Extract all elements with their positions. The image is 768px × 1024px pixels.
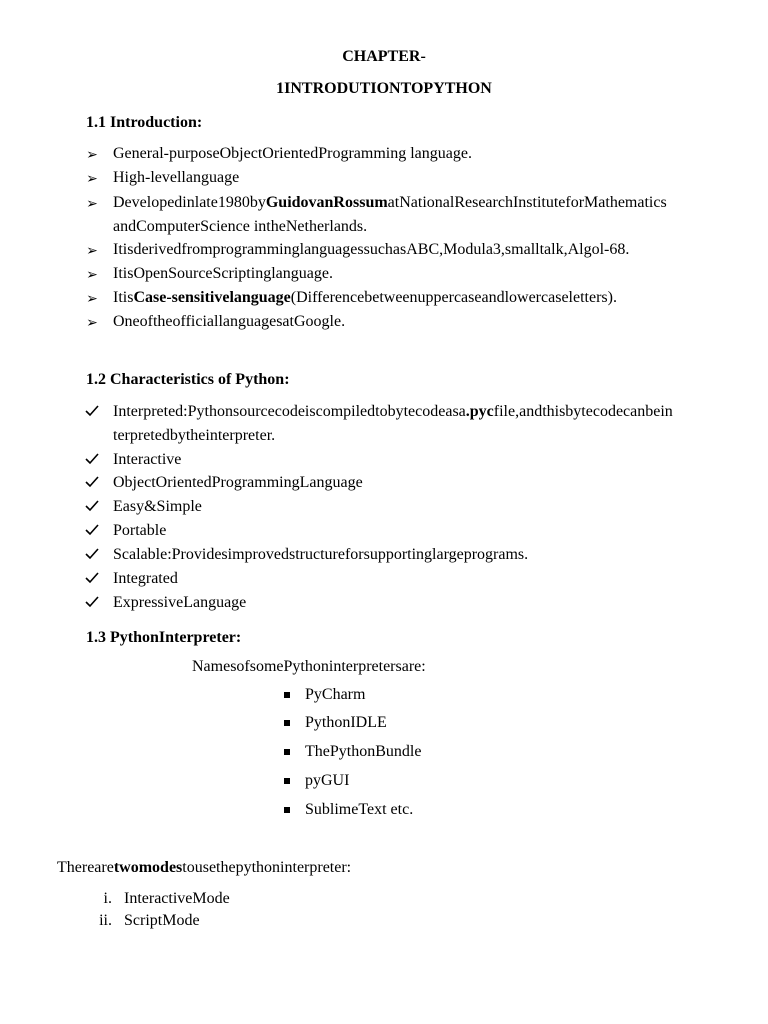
list-item xyxy=(113,403,673,421)
interpreter-item: pyGUI xyxy=(305,772,350,789)
list-item: Easy&Simple xyxy=(113,498,202,515)
list-item-text: atNationalResearchInstituteforMathematics xyxy=(387,194,667,211)
checkmark-icon xyxy=(85,572,99,584)
arrow-bullet-icon: ➢ xyxy=(86,196,98,212)
arrow-bullet-icon: ➢ xyxy=(86,267,98,283)
list-item xyxy=(113,194,667,212)
checkmark-icon xyxy=(85,405,99,417)
modes-intro-text: Thereare xyxy=(57,859,114,876)
list-item-bold: GuidovanRossum xyxy=(265,194,388,211)
checkmark-icon xyxy=(85,524,99,536)
arrow-bullet-icon: ➢ xyxy=(86,315,98,331)
interpreter-item: ThePythonBundle xyxy=(305,743,422,760)
modes-intro-text: tousethepythoninterpreter: xyxy=(182,859,352,876)
mode-item: ScriptMode xyxy=(124,912,200,929)
list-item: General-purposeObjectOrientedProgramming language. xyxy=(113,145,472,162)
list-item: ItisderivedfromprogramminglanguagessuchasABC,Modula3,smalltalk,Algol-68. xyxy=(113,241,630,258)
interpreter-item: PythonIDLE xyxy=(305,714,387,731)
interpreter-item: PyCharm xyxy=(305,686,366,703)
list-item-bold: Case-sensitivelanguage xyxy=(133,289,291,306)
list-item: ItisOpenSourceScriptinglanguage. xyxy=(113,265,333,282)
list-item: OneoftheofficiallanguagesatGoogle. xyxy=(113,313,346,330)
square-bullet-icon xyxy=(284,692,290,698)
section-heading-introduction: 1.1 Introduction: xyxy=(86,114,203,131)
modes-intro-bold: twomodes xyxy=(113,859,183,876)
list-item-bold: .pyc xyxy=(465,403,494,420)
arrow-bullet-icon: ➢ xyxy=(86,243,98,259)
mode-number: i. xyxy=(103,890,112,907)
chapter-title-line2: 1INTRODUTIONTOPYTHON xyxy=(276,80,492,97)
section-heading-interpreter: 1.3 PythonInterpreter: xyxy=(86,629,242,646)
list-item-continuation: andComputerScience intheNetherlands. xyxy=(113,218,368,235)
square-bullet-icon xyxy=(284,807,290,813)
mode-item: InteractiveMode xyxy=(124,890,230,907)
list-item: Interactive xyxy=(113,451,182,468)
interpreter-item: SublimeText etc. xyxy=(305,801,414,818)
checkmark-icon xyxy=(85,500,99,512)
section-heading-characteristics: 1.2 Characteristics of Python: xyxy=(86,371,290,388)
list-item-continuation: terpretedbytheinterpreter. xyxy=(113,427,276,444)
list-item: Portable xyxy=(113,522,167,539)
interpreters-intro: NamesofsomePythoninterpretersare: xyxy=(192,658,426,675)
list-item: ObjectOrientedProgrammingLanguage xyxy=(113,474,363,491)
list-item-text: Developedinlate1980by xyxy=(113,194,266,211)
square-bullet-icon xyxy=(284,778,290,784)
list-item-text: (Differencebetweenuppercaseandlowercaseletters). xyxy=(290,289,617,306)
checkmark-icon xyxy=(85,453,99,465)
list-item: Integrated xyxy=(113,570,178,587)
list-item: Scalable:Providesimprovedstructureforsupportinglargeprograms. xyxy=(113,546,529,563)
checkmark-icon xyxy=(85,596,99,608)
arrow-bullet-icon: ➢ xyxy=(86,291,98,307)
arrow-bullet-icon: ➢ xyxy=(86,147,98,163)
list-item-text: file,andthisbytecodecanbein xyxy=(493,403,673,420)
list-item-text: Itis xyxy=(113,289,134,306)
checkmark-icon xyxy=(85,548,99,560)
list-item xyxy=(113,289,617,307)
square-bullet-icon xyxy=(284,720,290,726)
list-item-text: Interpreted:Pythonsourcecodeiscompiledtobytecodeasa xyxy=(113,403,466,420)
square-bullet-icon xyxy=(284,749,290,755)
arrow-bullet-icon: ➢ xyxy=(86,171,98,187)
list-item: ExpressiveLanguage xyxy=(113,594,247,611)
list-item: High-levellanguage xyxy=(113,169,240,186)
mode-number: ii. xyxy=(99,912,112,929)
checkmark-icon xyxy=(85,476,99,488)
chapter-title-line1: CHAPTER- xyxy=(342,48,426,65)
modes-intro xyxy=(57,859,351,877)
